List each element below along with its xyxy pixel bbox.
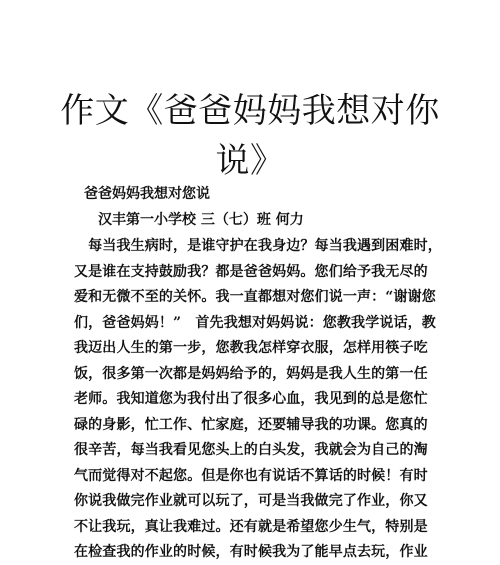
body-line: 不让我玩，真让我难过。还有就是希望您少生气，特别是 xyxy=(74,518,428,535)
body-line: 气而觉得对不起您。但是你也有说话不算话的时候！有时 xyxy=(74,467,428,484)
body-line: 在检查我的作业的时候，有时候我为了能早点去玩，作业 xyxy=(74,544,428,560)
body-line: 老师。我知道您为我付出了很多心血，我见到的总是您忙 xyxy=(74,391,428,407)
author-line: 汉丰第一小学校 三（七）班 何力 xyxy=(98,212,304,228)
body-line: 我迈出人生的第一步，您教我怎样穿衣服，怎样用筷子吃 xyxy=(74,340,428,356)
document-subtitle: 爸爸妈妈我想对您说 xyxy=(84,186,210,202)
document-title: 作文《爸爸妈妈我想对你说》 xyxy=(60,91,440,181)
body-line: 们，爸爸妈妈！” 首先我想对妈妈说：您教我学说话，教 xyxy=(74,314,436,331)
body-line: 爱和无微不至的关怀。我一直都想对您们说一声：“谢谢您 xyxy=(74,289,436,305)
body-line: 又是谁在支持鼓励我？都是爸爸妈妈。您们给予我无尽的 xyxy=(74,263,428,280)
body-line: 很辛苦，每当我看见您头上的白头发，我就会为自己的淘 xyxy=(74,442,428,458)
body-line: 碌的身影，忙工作、忙家庭，还要辅导我的功课。您真的 xyxy=(74,416,428,433)
body-line: 你说我做完作业就可以玩了，可是当我做完了作业，你又 xyxy=(74,493,428,509)
body-line: 饭，很多第一次都是妈妈给予的，妈妈是我人生的第一任 xyxy=(74,365,428,382)
body-line: 每当我生病时，是谁守护在我身边？每当我遇到困难时， xyxy=(74,238,442,254)
essay-body xyxy=(74,234,442,565)
